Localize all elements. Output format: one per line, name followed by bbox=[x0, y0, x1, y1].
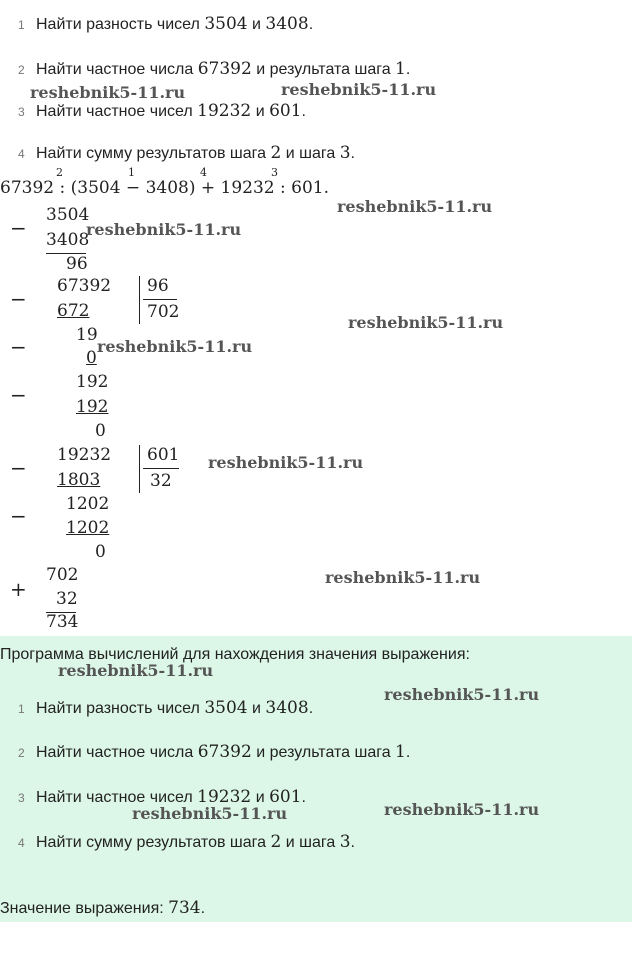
step-value: 3 bbox=[339, 832, 351, 852]
addend: 702 bbox=[46, 565, 79, 585]
step-text: и результата шага bbox=[251, 744, 396, 761]
watermark: reshebnik5-11.ru bbox=[281, 80, 437, 99]
step-value: 3504 bbox=[204, 698, 248, 718]
remainder: 1202 bbox=[66, 494, 110, 514]
step-number: 2 bbox=[18, 63, 25, 77]
remainder: 19 bbox=[76, 325, 98, 345]
step-text: и шага bbox=[281, 145, 340, 162]
step-text: . bbox=[308, 16, 314, 33]
step-text: и bbox=[251, 789, 270, 806]
step-text: . bbox=[405, 744, 411, 761]
subtract-value: 192 bbox=[76, 397, 109, 417]
watermark: reshebnik5-11.ru bbox=[208, 453, 364, 472]
minus-sign: − bbox=[10, 216, 27, 240]
step-value: 1 bbox=[395, 742, 406, 762]
partial-product: 672 bbox=[57, 301, 90, 321]
order-mark: 2 bbox=[56, 166, 63, 179]
step-text: . bbox=[405, 61, 411, 78]
division-bar bbox=[139, 276, 140, 324]
top-step-2 bbox=[18, 59, 410, 79]
program-step-1 bbox=[18, 698, 313, 718]
subtrahend: 3408 bbox=[46, 230, 90, 250]
expression: 67392 : (3504 − 3408) + 19232 : 601. bbox=[0, 178, 329, 198]
watermark: reshebnik5-11.ru bbox=[384, 800, 540, 819]
program-step-4 bbox=[18, 832, 355, 852]
step-text: Найти частное чисел bbox=[36, 103, 198, 120]
step-value: 3504 bbox=[204, 14, 248, 34]
step-number: 3 bbox=[18, 791, 25, 805]
watermark: reshebnik5-11.ru bbox=[86, 220, 242, 239]
step-number: 1 bbox=[18, 18, 25, 32]
minus-sign: − bbox=[10, 383, 27, 407]
watermark: reshebnik5-11.ru bbox=[337, 197, 493, 216]
sum: 734 bbox=[46, 612, 79, 632]
minus-sign: − bbox=[10, 287, 27, 311]
step-text: и bbox=[247, 16, 266, 33]
step-text: и шага bbox=[281, 834, 340, 851]
step-text: Найти разность чисел bbox=[36, 700, 205, 717]
top-step-1 bbox=[18, 14, 313, 34]
step-value: 601 bbox=[269, 787, 302, 807]
answer-label: Значение выражения: bbox=[0, 900, 169, 917]
top-step-3 bbox=[18, 101, 306, 121]
addend: 32 bbox=[56, 589, 78, 609]
step-value: 3 bbox=[339, 143, 351, 163]
answer-end: . bbox=[200, 900, 206, 917]
quotient: 702 bbox=[147, 302, 180, 322]
step-text: и bbox=[247, 700, 266, 717]
step-text: Найти сумму результатов шага bbox=[36, 145, 271, 162]
step-number: 4 bbox=[18, 836, 25, 850]
step-text: Найти сумму результатов шага bbox=[36, 834, 271, 851]
step-value: 2 bbox=[270, 143, 282, 163]
divisor-line bbox=[143, 468, 179, 469]
divisor: 601 bbox=[147, 445, 180, 465]
order-mark: 3 bbox=[271, 166, 278, 179]
watermark: reshebnik5-11.ru bbox=[58, 661, 214, 680]
answer-line bbox=[0, 898, 205, 918]
final-remainder: 0 bbox=[95, 421, 106, 441]
watermark: reshebnik5-11.ru bbox=[325, 568, 481, 587]
step-value: 3408 bbox=[265, 698, 309, 718]
watermark: reshebnik5-11.ru bbox=[348, 313, 504, 332]
step-text: . bbox=[301, 103, 306, 120]
answer-value: 734 bbox=[168, 898, 201, 918]
difference: 96 bbox=[66, 254, 88, 274]
minuend: 3504 bbox=[46, 205, 90, 225]
top-step-4 bbox=[18, 143, 355, 163]
step-text: Найти разность чисел bbox=[36, 16, 205, 33]
minus-sign: − bbox=[10, 504, 27, 528]
dividend: 19232 bbox=[57, 445, 112, 465]
divisor-line bbox=[143, 299, 177, 300]
step-text: . bbox=[308, 700, 314, 717]
step-text: Найти частное числа bbox=[36, 61, 198, 78]
watermark: reshebnik5-11.ru bbox=[384, 685, 540, 704]
minus-sign: − bbox=[10, 456, 27, 480]
subtract-value: 1202 bbox=[66, 518, 110, 538]
order-mark: 4 bbox=[200, 166, 207, 179]
step-value: 67392 bbox=[197, 742, 252, 762]
subtract-value: 0 bbox=[86, 348, 97, 368]
step-value: 67392 bbox=[197, 59, 252, 79]
step-text: . bbox=[350, 145, 355, 162]
partial-product: 1803 bbox=[57, 470, 101, 490]
step-text: . bbox=[350, 834, 355, 851]
step-text: . bbox=[301, 789, 306, 806]
program-title: Программа вычислений для нахождения значения выражения: bbox=[0, 646, 470, 663]
remainder: 192 bbox=[76, 372, 109, 392]
step-value: 1 bbox=[395, 59, 406, 79]
step-number: 1 bbox=[18, 702, 25, 716]
step-value: 19232 bbox=[197, 787, 252, 807]
division-bar bbox=[139, 445, 140, 493]
divisor: 96 bbox=[147, 276, 169, 296]
step-text: и результата шага bbox=[251, 61, 396, 78]
order-mark: 1 bbox=[128, 166, 135, 179]
step-value: 3408 bbox=[265, 14, 309, 34]
step-text: Найти частное чисел bbox=[36, 789, 198, 806]
dividend: 67392 bbox=[57, 276, 112, 296]
step-number: 3 bbox=[18, 105, 25, 119]
step-value: 19232 bbox=[197, 101, 252, 121]
step-value: 2 bbox=[270, 832, 282, 852]
step-text: Найти частное числа bbox=[36, 744, 198, 761]
plus-sign: + bbox=[10, 577, 27, 601]
watermark: reshebnik5-11.ru bbox=[97, 337, 253, 356]
watermark: reshebnik5-11.ru bbox=[132, 804, 288, 823]
step-value: 601 bbox=[269, 101, 302, 121]
quotient: 32 bbox=[150, 471, 172, 491]
final-remainder: 0 bbox=[95, 542, 106, 562]
minus-sign: − bbox=[10, 335, 27, 359]
step-number: 4 bbox=[18, 147, 25, 161]
step-number: 2 bbox=[18, 746, 25, 760]
program-step-2 bbox=[18, 742, 410, 762]
step-text: и bbox=[251, 103, 270, 120]
watermark: reshebnik5-11.ru bbox=[30, 83, 186, 102]
